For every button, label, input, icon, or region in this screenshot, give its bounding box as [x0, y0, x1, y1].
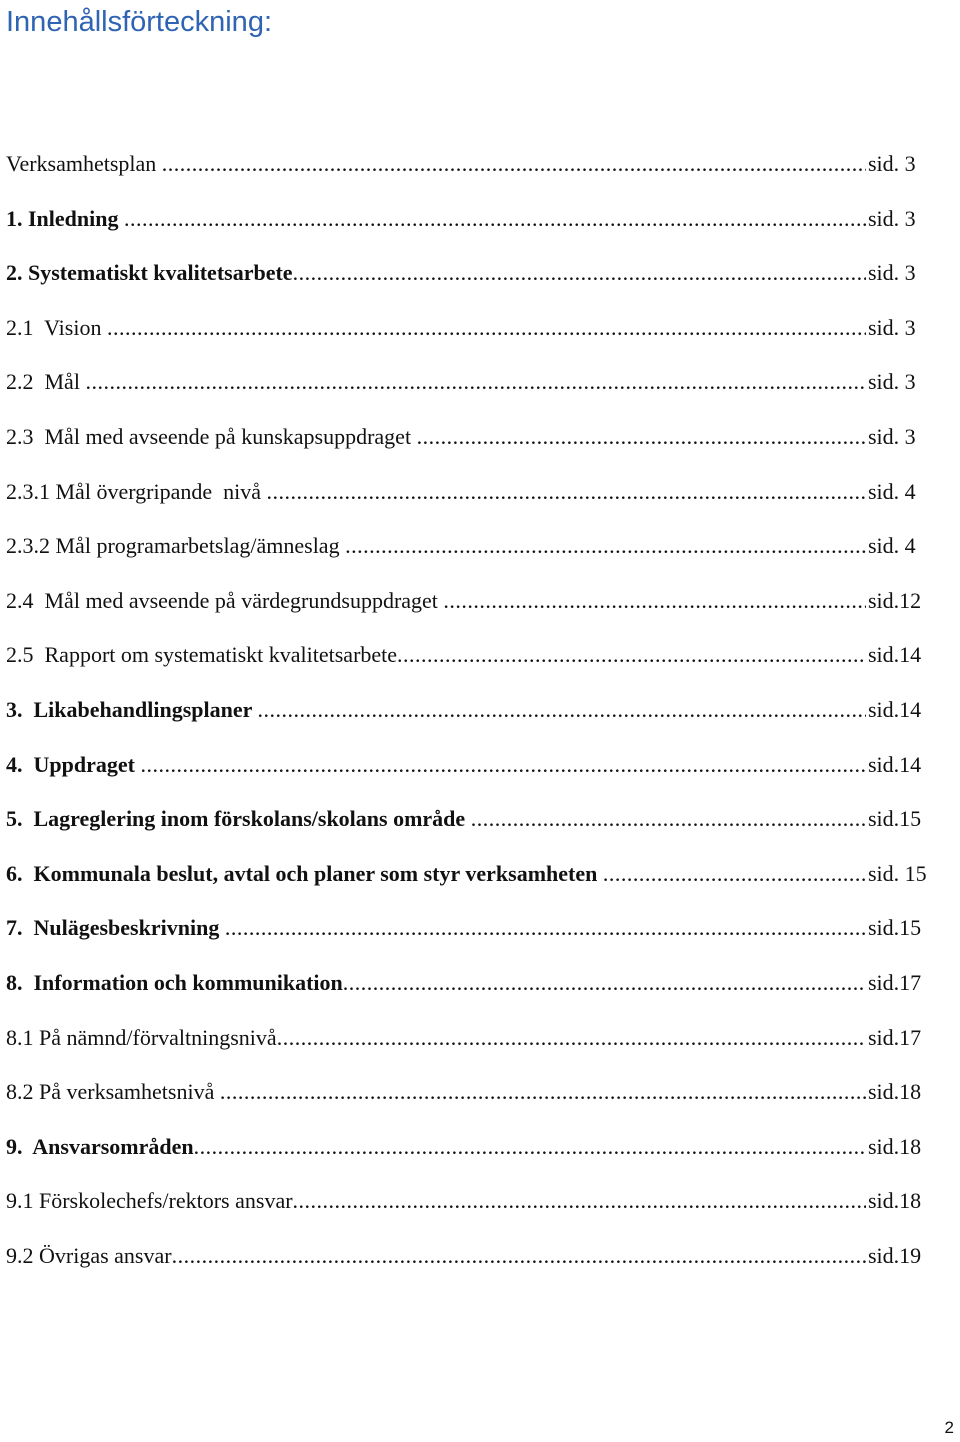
toc-entry-page: sid. 4 [868, 478, 916, 504]
toc-entry-label: 8.2 På verksamhetsnivå [6, 1079, 220, 1105]
toc-entry [6, 417, 932, 472]
toc-entry-page: sid.15 [868, 915, 922, 941]
toc-entry-label: 2.3 Mål med avseende på kunskapsuppdraget [6, 423, 417, 449]
toc-dot-leader [162, 144, 866, 184]
toc-entry [6, 1236, 932, 1291]
toc-entry-label: 2. Systematiskt kvalitetsarbete [6, 260, 293, 286]
toc-entry-page: sid. 4 [868, 533, 916, 559]
toc-dot-leader [194, 1127, 866, 1167]
toc-dot-leader [257, 690, 866, 730]
toc-entry-label: 8.1 På nämnd/förvaltningsnivå [6, 1024, 277, 1050]
toc-entry-page: sid.12 [868, 587, 922, 613]
toc-entry [6, 362, 932, 417]
toc-dot-leader [397, 635, 866, 675]
toc-entry [6, 635, 932, 690]
toc-entry-page: sid. 3 [868, 205, 916, 231]
toc-entry [6, 963, 932, 1018]
toc-dot-leader [293, 1181, 866, 1221]
toc-entry-page: sid. 3 [868, 151, 916, 176]
toc-list [6, 144, 932, 1290]
toc-entry-page: sid.18 [868, 1079, 922, 1105]
toc-entry [6, 526, 932, 581]
toc-entry [6, 854, 932, 909]
toc-entry-label: 3. Likabehandlingsplaner [6, 696, 258, 722]
toc-entry-page: sid.17 [868, 1024, 922, 1050]
toc-entry [6, 799, 932, 854]
toc-dot-leader [343, 963, 866, 1003]
toc-entry-label: 4. Uppdraget [6, 751, 141, 777]
toc-dot-leader [603, 854, 866, 894]
toc-entry [6, 690, 932, 745]
toc-entry [6, 581, 932, 636]
toc-entry-page: sid.14 [868, 751, 922, 777]
toc-dot-leader [277, 1018, 866, 1058]
toc-entry [6, 144, 932, 199]
toc-dot-leader [107, 308, 866, 348]
toc-entry-label: 6. Kommunala beslut, avtal och planer som styr verksamheten [6, 860, 603, 886]
toc-entry-label: 2.4 Mål med avseende på värdegrundsuppdraget [6, 587, 444, 613]
toc-dot-leader [124, 199, 866, 239]
toc-dot-leader [471, 799, 866, 839]
toc-entry-label: 2.5 Rapport om systematiskt kvalitetsarbete [6, 642, 398, 668]
toc-entry-page: sid. 3 [868, 260, 916, 286]
toc-dot-leader [220, 1072, 866, 1112]
page-number: 2 [944, 1418, 954, 1437]
toc-entry [6, 1181, 932, 1236]
toc-entry-label: 7. Nulägesbeskrivning [6, 915, 225, 941]
toc-dot-leader [85, 362, 866, 402]
toc-dot-leader [345, 526, 866, 566]
toc-dot-leader [266, 472, 866, 512]
toc-dot-leader [172, 1236, 866, 1276]
toc-entry [6, 745, 932, 800]
toc-dot-leader [293, 253, 866, 293]
toc-entry [6, 308, 932, 363]
toc-entry [6, 1018, 932, 1073]
toc-dot-leader [225, 908, 866, 948]
toc-entry-label: 9. Ansvarsområden [6, 1133, 194, 1159]
toc-entry-label: 5. Lagreglering inom förskolans/skolans område [6, 806, 471, 832]
toc-entry [6, 1127, 932, 1182]
toc-dot-leader [443, 581, 866, 621]
toc-entry-label: 8. Information och kommunikation [6, 969, 343, 995]
toc-entry [6, 1072, 932, 1127]
toc-entry-page: sid.18 [868, 1133, 922, 1159]
toc-entry-page: sid.14 [868, 696, 922, 722]
toc-entry-page: sid. 3 [868, 423, 916, 449]
toc-dot-leader [140, 745, 866, 785]
toc-entry-page: sid.19 [868, 1242, 922, 1268]
toc-entry-label: 2.2 Mål [6, 369, 86, 395]
toc-entry [6, 199, 932, 254]
toc-entry-label: 1. Inledning [6, 205, 124, 231]
toc-dot-leader [417, 417, 866, 457]
toc-heading: Innehållsförteckning: [6, 6, 272, 38]
toc-entry-label: Verksamhetsplan [6, 151, 162, 176]
toc-entry-page: sid. 3 [868, 314, 916, 340]
toc-entry-page: sid. 15 [868, 860, 927, 886]
toc-entry-page: sid.14 [868, 642, 922, 668]
toc-entry-label: 2.1 Vision [6, 314, 107, 340]
toc-entry-label: 9.2 Övrigas ansvar [6, 1242, 172, 1268]
toc-entry [6, 472, 932, 527]
toc-entry-page: sid.15 [868, 806, 922, 832]
toc-entry-label: 2.3.1 Mål övergripande nivå [6, 478, 267, 504]
toc-entry-page: sid.17 [868, 969, 922, 995]
toc-entry-label: 2.3.2 Mål programarbetslag/ämneslag [6, 533, 346, 559]
toc-entry-page: sid. 3 [868, 369, 916, 395]
toc-entry-page: sid.18 [868, 1188, 922, 1214]
toc-entry-label: 9.1 Förskolechefs/rektors ansvar [6, 1188, 293, 1214]
toc-entry [6, 253, 932, 308]
toc-entry [6, 908, 932, 963]
